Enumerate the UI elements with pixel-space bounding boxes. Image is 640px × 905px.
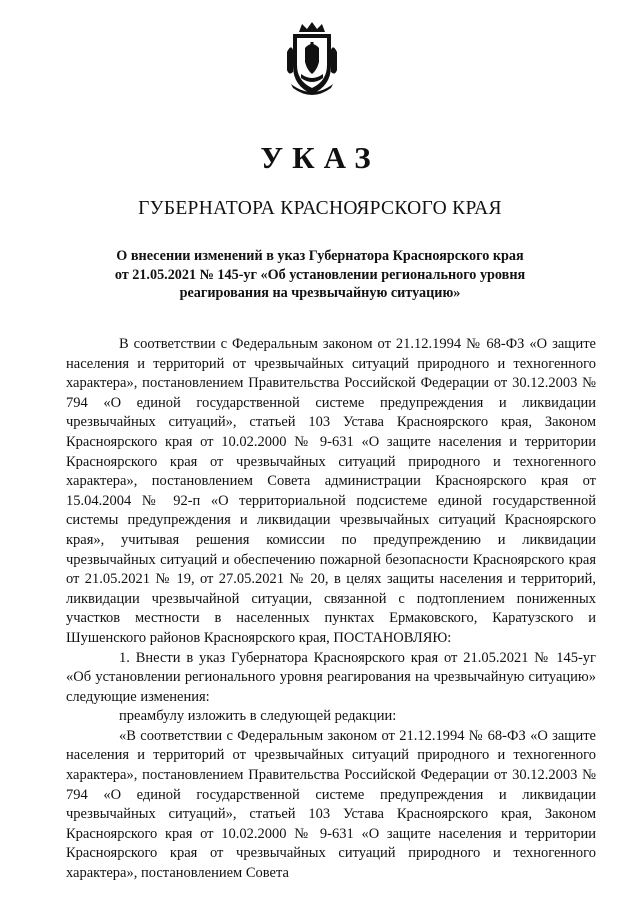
body-paragraph-instruction: преамбулу изложить в следующей редакции: (119, 708, 397, 725)
coat-of-arms-icon (283, 22, 341, 96)
document-subject (80, 247, 560, 303)
body-paragraph-preamble: В соответствии с Федеральным законом от 21.12.1994 № 68-ФЗ «О защите населения и территорий от чрезвычайных ситуаций природного и техногенного характера», постановлением Правительства Российской Федерации от 30.12.2003 № 794 «О единой государственной системе предупреждения и ликвидации чрезвычайных ситуаций», статьей 103 Устава Красноярского края, Законом Красноярского края от 10.02.2000 № 9-631 «О защите населения и территории Красноярского края от чрезвычайных ситуаций природного и техногенного характера», постановлением Совета администрации Красноярского края от 15.04.2004 № 92-п «О территориальной подсистеме единой государственной системы предупреждения и ликвидации чрезвычайных ситуаций Красноярского края», учитывая решения комиссии по предупреждению и ликвидации чрезвычайных ситуаций и обеспечению пожарной безопасности Красноярского края от 21.05.2021 № 19, от 27.05.2021 № 20, в целях защиты населения и территорий, ликвидации чрезвычайной ситуации, связанной с подтоплением пониженных участков местности в населенных пунктах Ермаковского, Каратузского и Шушенского районов Красноярского края, ПОСТАНОВЛЯЮ: (66, 336, 596, 646)
issuer-title: ГУБЕРНАТОРА КРАСНОЯРСКОГО КРАЯ (138, 198, 502, 219)
body-paragraph-quoted-preamble: «В соответствии с Федеральным законом от 21.12.1994 № 68-ФЗ «О защите населения и территорий от чрезвычайных ситуаций природного и техногенного характера», постановлением Правительства Российской Федерации от 30.12.2003 № 794 «О единой государственной системе предупреждения и ликвидации чрезвычайных ситуаций», статьей 103 Устава Красноярского края, Законом Красноярского края от 10.02.2000 № 9-631 «О защите населения и территории Красноярского края от чрезвычайных ситуаций природного и техногенного характера», постановлением Совета (66, 727, 596, 882)
subject-line: от 21.05.2021 № 145-уг «Об установлении регионального уровня (114, 266, 526, 283)
document-body (66, 335, 596, 884)
document-type-title: УКАЗ (260, 140, 380, 175)
subject-line: О внесении изменений в указ Губернатора Красноярского края (116, 248, 524, 264)
body-paragraph-item-1: 1. Внести в указ Губернатора Красноярского края от 21.05.2021 № 145-уг «Об установлении регионального уровня реагирования на чрезвычайную ситуацию» следующие изменения: (66, 649, 596, 705)
subject-line: реагирования на чрезвычайную ситуацию» (179, 285, 461, 301)
